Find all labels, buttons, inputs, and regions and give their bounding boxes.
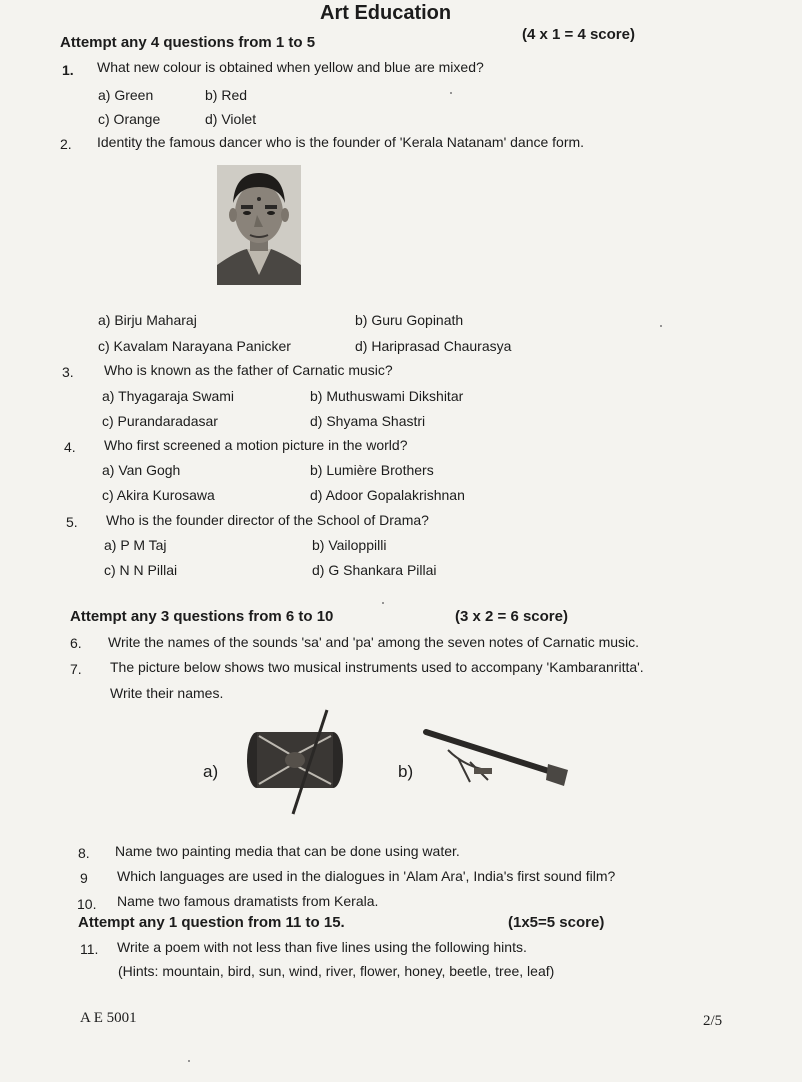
drum-instrument-image (243, 708, 347, 816)
dancer-portrait-image (217, 165, 301, 285)
question-text: What new colour is obtained when yellow and blue are mixed? (97, 59, 484, 75)
question-number: 9 (80, 870, 88, 886)
dancer-photo (217, 165, 301, 285)
horn-instrument-image (418, 724, 570, 790)
page-number: 2/5 (703, 1013, 723, 1029)
paper-code: A E 5001 (80, 1010, 137, 1026)
section1-score: (4 x 1 = 4 score) (522, 26, 635, 43)
option: d) Hariprasad Chaurasya (355, 338, 512, 354)
question-text: Who first screened a motion picture in the world? (104, 437, 408, 453)
section2-score: (3 x 2 = 6 score) (455, 608, 568, 625)
question-text: Identity the famous dancer who is the founder of 'Kerala Natanam' dance form. (97, 134, 585, 150)
scan-speck (382, 602, 384, 604)
scan-speck (450, 92, 452, 94)
option: c) Akira Kurosawa (102, 487, 215, 503)
question-number: 5. (66, 514, 78, 530)
question-text: Write the names of the sounds 'sa' and 'pa' among the seven notes of Carnatic music. (108, 634, 640, 650)
option: d) Adoor Gopalakrishnan (310, 487, 465, 503)
instrument-label-b: b) (398, 762, 414, 781)
option: a) Van Gogh (102, 462, 181, 478)
option: a) Thyagaraja Swami (102, 388, 235, 404)
question-text: Who is known as the father of Carnatic music? (104, 362, 393, 378)
option: a) Green (98, 87, 154, 103)
option: b) Muthuswami Dikshitar (310, 388, 464, 404)
option: b) Guru Gopinath (355, 312, 464, 328)
question-text-continued: Write their names. (110, 685, 224, 701)
question-text: Which languages are used in the dialogues in 'Alam Ara', India's first sound film? (117, 868, 616, 884)
option: c) Orange (98, 111, 161, 127)
scan-speck (188, 1060, 190, 1062)
question-number: 7. (70, 661, 82, 677)
option: c) Purandaradasar (102, 413, 218, 429)
question-number: 11. (80, 941, 99, 957)
question-text: Who is the founder director of the School of Drama? (106, 512, 429, 528)
question-text: The picture below shows two musical instruments used to accompany 'Kambaranritta'. (110, 659, 644, 675)
scan-speck (660, 325, 662, 327)
section3-instruction: Attempt any 1 question from 11 to 15. (78, 914, 345, 931)
question-text: Name two famous dramatists from Kerala. (117, 893, 379, 909)
question-number: 1. (62, 62, 74, 78)
option: a) P M Taj (104, 537, 167, 553)
option: d) G Shankara Pillai (312, 562, 437, 578)
question-number: 4. (64, 439, 76, 455)
option: d) Violet (205, 111, 257, 127)
question-hints: (Hints: mountain, bird, sun, wind, river, flower, honey, beetle, tree, leaf) (118, 963, 555, 979)
option: b) Lumière Brothers (310, 462, 434, 478)
section2-instruction: Attempt any 3 questions from 6 to 10 (70, 608, 334, 625)
option: a) Birju Maharaj (98, 312, 197, 328)
page-title: Art Education (320, 2, 452, 24)
question-number: 8. (78, 845, 90, 861)
question-number: 3. (62, 364, 74, 380)
option: c) N N Pillai (104, 562, 178, 578)
question-number: 2. (60, 136, 72, 152)
option: c) Kavalam Narayana Panicker (98, 338, 291, 354)
option: b) Vailoppilli (312, 537, 387, 553)
question-text: Write a poem with not less than five lines using the following hints. (117, 939, 527, 955)
instrument-label-a: a) (203, 762, 219, 781)
question-number: 6. (70, 635, 82, 651)
question-text: Name two painting media that can be done using water. (115, 843, 460, 859)
option: b) Red (205, 87, 248, 103)
section3-score: (1x5=5 score) (508, 914, 605, 931)
section1-instruction: Attempt any 4 questions from 1 to 5 (60, 34, 316, 51)
question-number: 10. (77, 896, 97, 912)
option: d) Shyama Shastri (310, 413, 426, 429)
